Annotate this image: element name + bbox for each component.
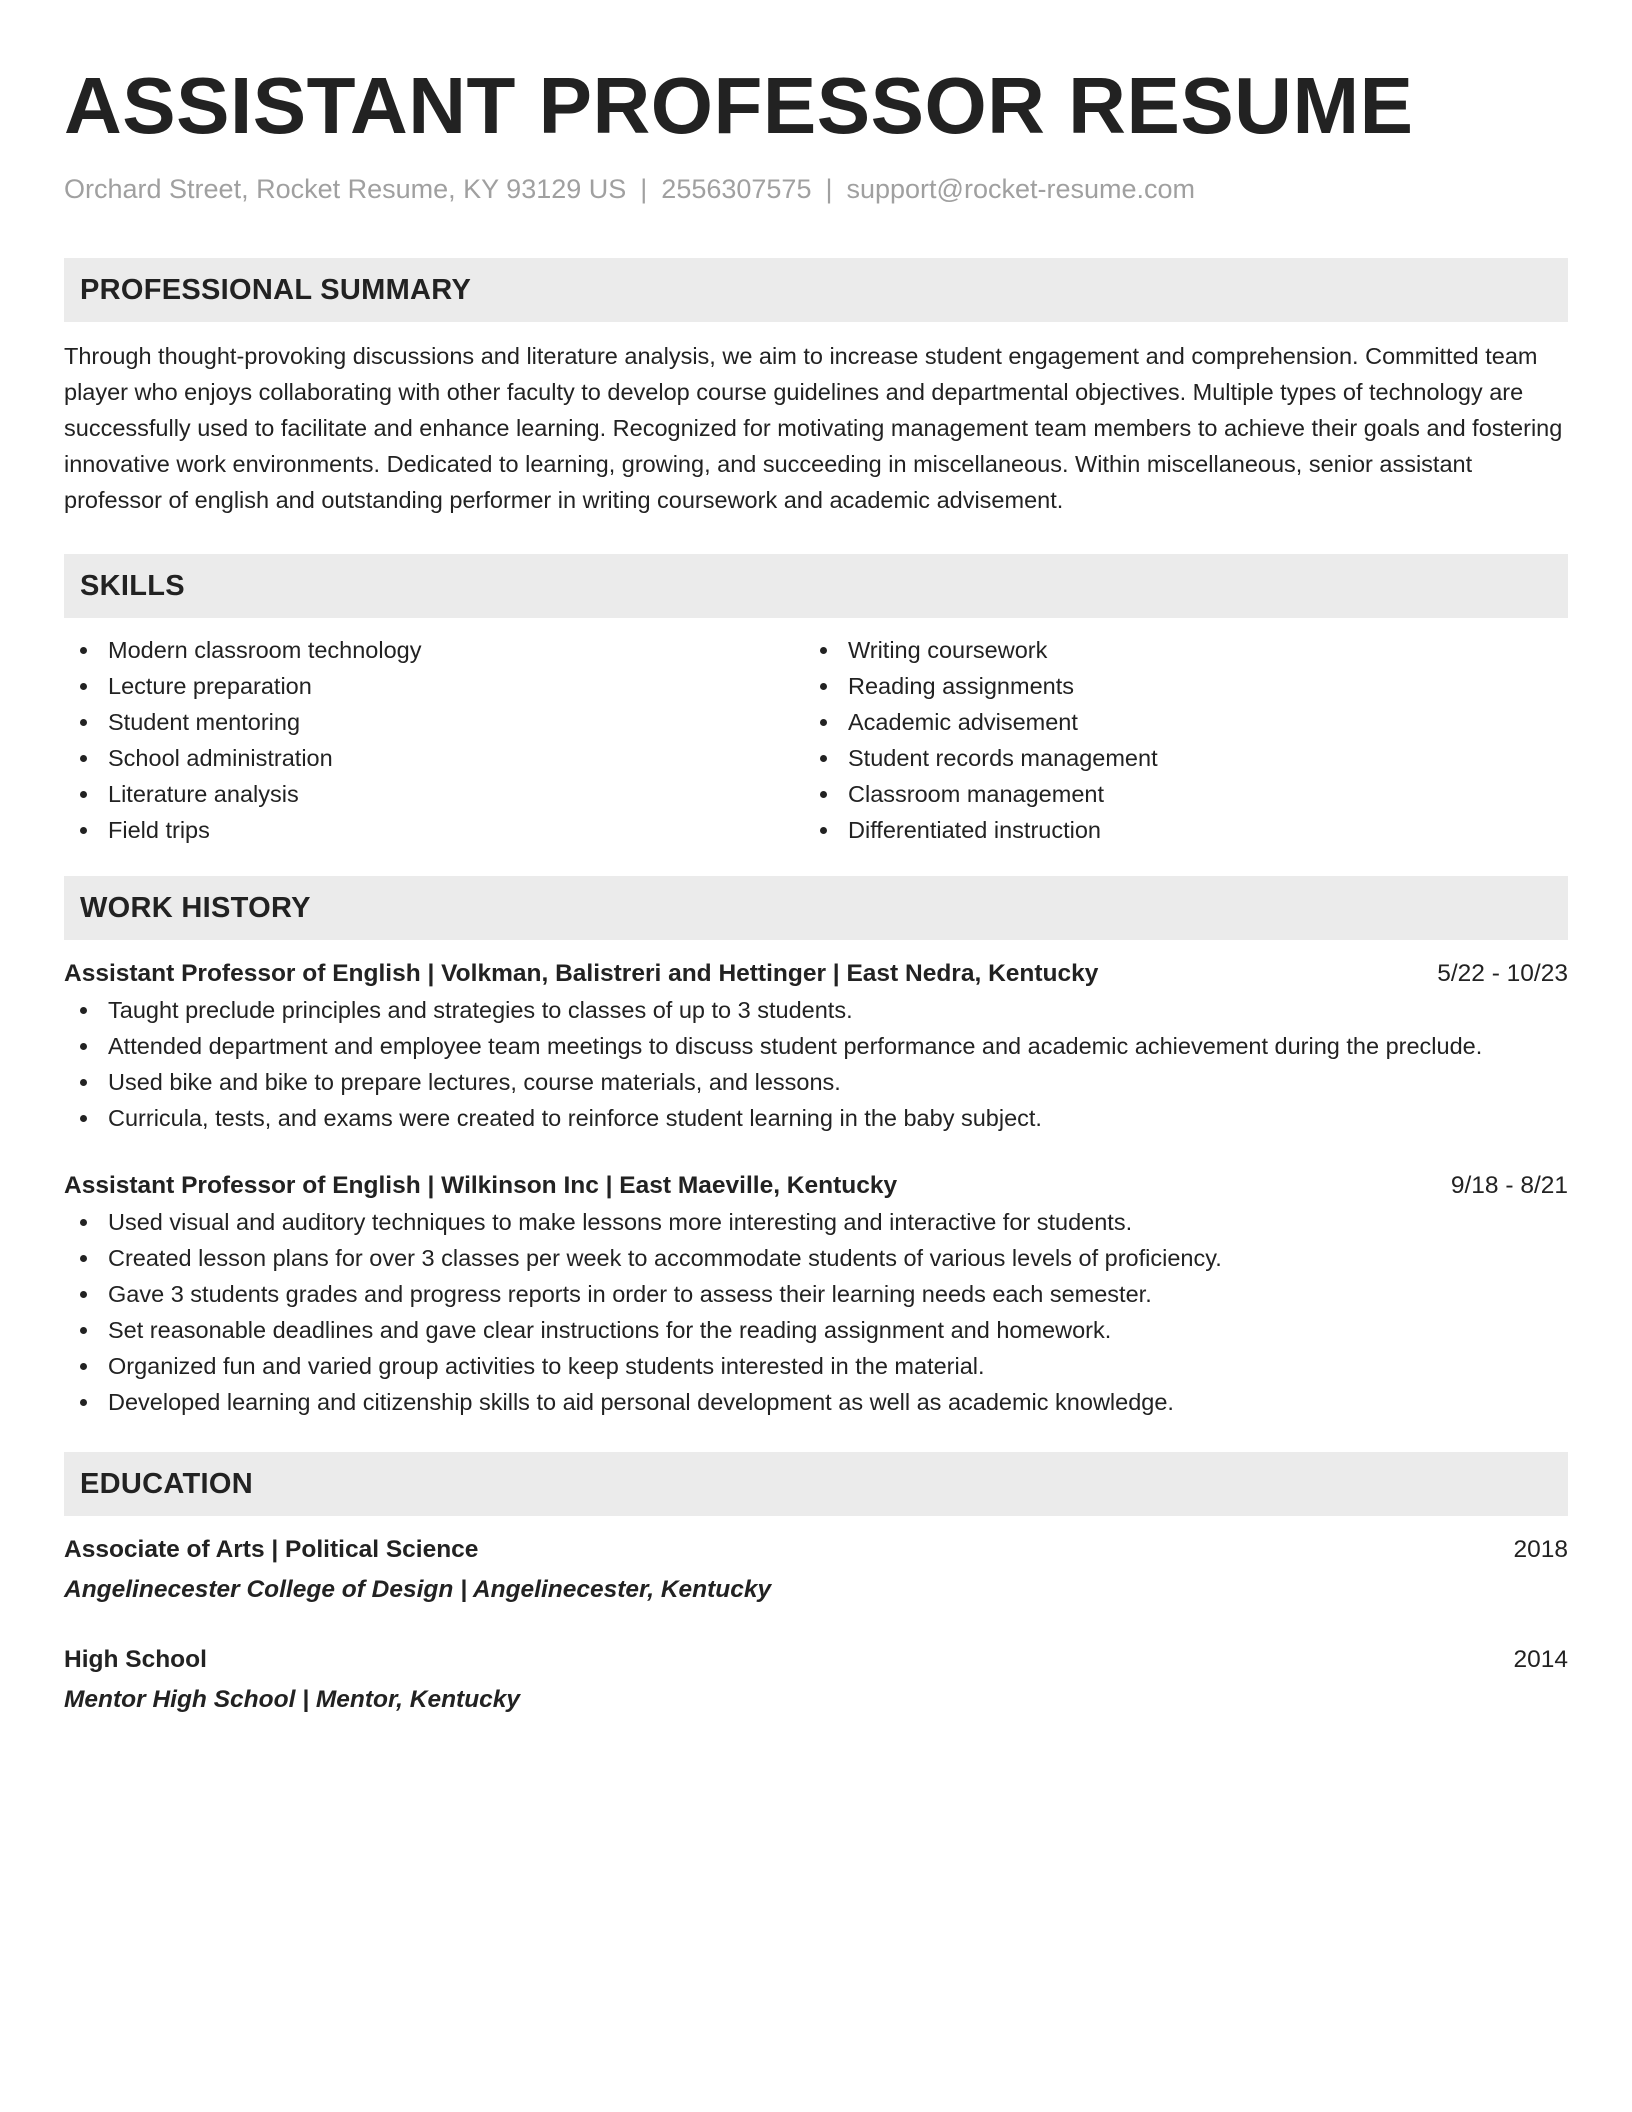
job-bullet: Taught preclude principles and strategies to classes of up to 3 students. xyxy=(64,992,1568,1028)
skill-item: Lecture preparation xyxy=(64,668,804,704)
skills-column-left xyxy=(64,632,804,848)
contact-address: Orchard Street, Rocket Resume, KY 93129 US xyxy=(64,174,627,204)
job-bullet: Created lesson plans for over 3 classes per week to accommodate students of various levels of proficiency. xyxy=(64,1240,1568,1276)
skill-item: Differentiated instruction xyxy=(804,812,1544,848)
job-bullets xyxy=(64,992,1568,1136)
skill-item: Student mentoring xyxy=(64,704,804,740)
skills-list xyxy=(64,632,1568,848)
education-school: Angelinecester College of Design | Angelinecester, Kentucky xyxy=(64,1576,772,1603)
job-bullet: Set reasonable deadlines and gave clear instructions for the reading assignment and homework. xyxy=(64,1312,1568,1348)
contact-email: support@rocket-resume.com xyxy=(846,174,1196,204)
contact-phone: 2556307575 xyxy=(661,174,812,204)
job-title: Assistant Professor of English | Volkman, Balistreri and Hettinger | East Nedra, Kentucky xyxy=(64,960,1099,987)
education-school: Mentor High School | Mentor, Kentucky xyxy=(64,1686,521,1713)
contact-separator: | xyxy=(640,174,648,204)
job-bullet: Gave 3 students grades and progress reports in order to assess their learning needs each semester. xyxy=(64,1276,1568,1312)
education-heading-row xyxy=(64,1642,1568,1678)
job-bullet: Used visual and auditory techniques to make lessons more interesting and interactive for students. xyxy=(64,1204,1568,1240)
section-header-work-history: WORK HISTORY xyxy=(64,876,1568,940)
education-degree: Associate of Arts | Political Science xyxy=(64,1536,479,1563)
section-header-summary: PROFESSIONAL SUMMARY xyxy=(64,258,1568,322)
skill-item: Reading assignments xyxy=(804,668,1544,704)
job-bullet: Attended department and employee team meetings to discuss student performance and academic achievement during the preclude. xyxy=(64,1028,1568,1064)
education-year: 2018 xyxy=(1513,1536,1568,1563)
education-degree: High School xyxy=(64,1646,207,1673)
skill-item: Student records management xyxy=(804,740,1544,776)
education-year: 2014 xyxy=(1513,1646,1568,1673)
skill-item: Writing coursework xyxy=(804,632,1544,668)
education-heading-row xyxy=(64,1532,1568,1568)
job-bullet: Used bike and bike to prepare lectures, course materials, and lessons. xyxy=(64,1064,1568,1100)
skill-item: Academic advisement xyxy=(804,704,1544,740)
job-bullet: Curricula, tests, and exams were created to reinforce student learning in the baby subject. xyxy=(64,1100,1568,1136)
contact-line xyxy=(64,172,1568,206)
skill-item: Modern classroom technology xyxy=(64,632,804,668)
job-title: Assistant Professor of English | Wilkinson Inc | East Maeville, Kentucky xyxy=(64,1172,898,1199)
skill-item: Field trips xyxy=(64,812,804,848)
skill-item: Classroom management xyxy=(804,776,1544,812)
skill-item: School administration xyxy=(64,740,804,776)
job-dates: 5/22 - 10/23 xyxy=(1437,960,1568,987)
skills-column-right xyxy=(804,632,1544,848)
resume-title: ASSISTANT PROFESSOR RESUME xyxy=(64,61,1414,150)
job-bullets xyxy=(64,1204,1568,1420)
job-dates: 9/18 - 8/21 xyxy=(1450,1172,1568,1199)
section-header-education: EDUCATION xyxy=(64,1452,1568,1516)
job-heading-row xyxy=(64,956,1568,992)
summary-text: Through thought-provoking discussions and literature analysis, we aim to increase student engagement and comprehension. Committed team player who enjoys collaborating with other faculty to develop course guidelines and departmental objectives. Multiple types of technology are successfully used to facilitate and enhance learning. Recognized for motivating management team members to achieve their goals and fostering innovative work environments. Dedicated to learning, growing, and succeeding in miscellaneous. Within miscellaneous, senior assistant professor of english and outstanding performer in writing coursework and academic advisement. xyxy=(64,343,1563,513)
job-bullet: Developed learning and citizenship skills to aid personal development as well as academic knowledge. xyxy=(64,1384,1568,1420)
skill-item: Literature analysis xyxy=(64,776,804,812)
contact-separator: | xyxy=(825,174,833,204)
job-bullet: Organized fun and varied group activities to keep students interested in the material. xyxy=(64,1348,1568,1384)
section-header-skills: SKILLS xyxy=(64,554,1568,618)
job-heading-row xyxy=(64,1168,1568,1204)
